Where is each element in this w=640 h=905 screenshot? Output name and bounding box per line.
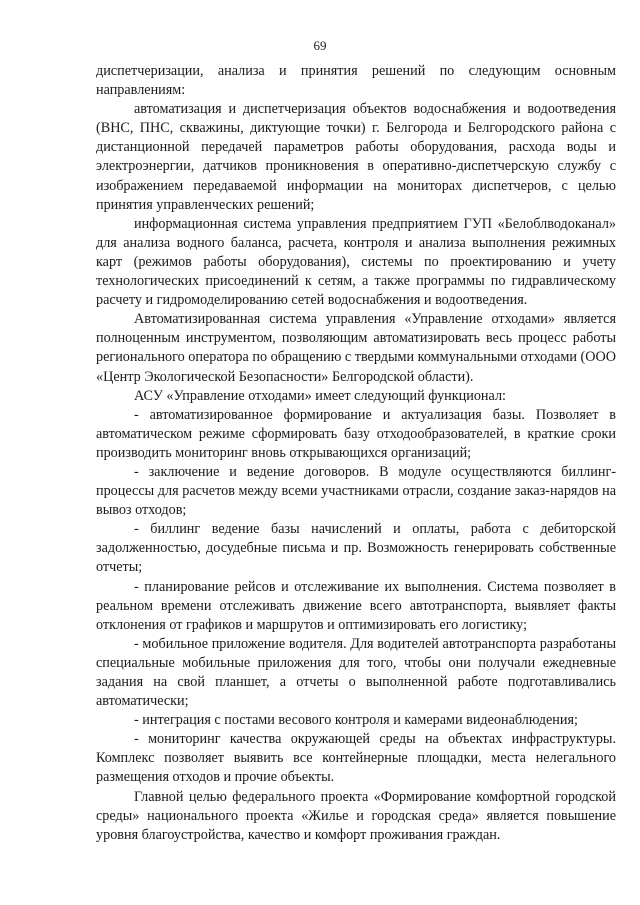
paragraph-waste-asu: Автоматизированная система управления «Управление отходами» является полноценным инструментом, позволяющим автоматизировать весь процесс работы регионального оператора по обращению с твердыми коммунальными отходами (ООО «Центр Экологической Безопасности» Белгородской области). [96, 311, 616, 385]
paragraph-continuation: диспетчеризации, анализа и принятия решений по следующим основным направлениям: [96, 63, 616, 99]
list-item-driver-app: - мобильное приложение водителя. Для водителей автотранспорта разработаны специальные мобильные приложения для того, чтобы они получали ежедневные задания на свой планшет, а отчеты о выполненной работе подготавливались автоматически; [96, 635, 616, 710]
paragraph-info-system: информационная система управления предприятием ГУП «Белоблводоканал» для анализа водного баланса, расчета, контроля и анализа выполнения режимных карт (режимов работы оборудования), системы по проектированию и учету технологических присоединений к сетям, а также программы по гидравлическому расчету и гидромоделированию сетей водоснабжения и водоотведения. [96, 215, 616, 309]
body-text [96, 62, 616, 845]
list-item-database: - автоматизированное формирование и актуализация базы. Позволяет в автоматическом режиме сформировать базу отходообразователей, в краткие сроки производить мониторинг вновь открывающихся организаций; [96, 406, 616, 461]
paragraph-asu-functions-intro: АСУ «Управление отходами» имеет следующий функционал: [134, 387, 506, 404]
paragraph-water-automation: автоматизация и диспетчеризация объектов водоснабжения и водоотведения (ВНС, ПНС, скважины, диктующие точки) г. Белгорода и Белгородского района с дистанционной передачей параметров работы оборудования, расхода воды и электроэнергии, датчиков проникновения в оперативно-диспетчерскую службу с изображением передаваемой информации на мониторах диспетчеров, с целью принятия управленческих решений; [96, 101, 616, 213]
list-item-route-planning: - планирование рейсов и отслеживание их выполнения. Система позволяет в реальном времени отслеживать движение всего автотранспорта, выявляет факты отклонения от графиков и маршрутов и оптимизировать его логистику; [96, 578, 616, 633]
list-item-weight-control: - интеграция с постами весового контроля и камерами видеонаблюдения; [134, 712, 578, 729]
list-item-billing: - биллинг ведение базы начислений и оплаты, работа с дебиторской задолженностью, досудебные письма и пр. Возможность генерировать собственные отчеты; [96, 521, 616, 576]
page-number: 69 [313, 38, 327, 53]
list-item-contracts: - заключение и ведение договоров. В модуле осуществляются биллинг-процессы для расчетов между всеми участниками отрасли, создание заказ-нарядов на вывоз отходов; [96, 463, 616, 519]
paragraph-federal-project: Главной целью федерального проекта «Формирование комфортной городской среды» национального проекта «Жилье и городская среда» является повышение уровня благоустройства, качество и комфорт проживания граждан. [96, 788, 616, 843]
list-item-environment-monitoring: - мониторинг качества окружающей среды на объектах инфраструктуры. Комплекс позволяет выявить все контейнерные площадки, места нелегального размещения отходов и прочие объекты. [96, 731, 616, 786]
